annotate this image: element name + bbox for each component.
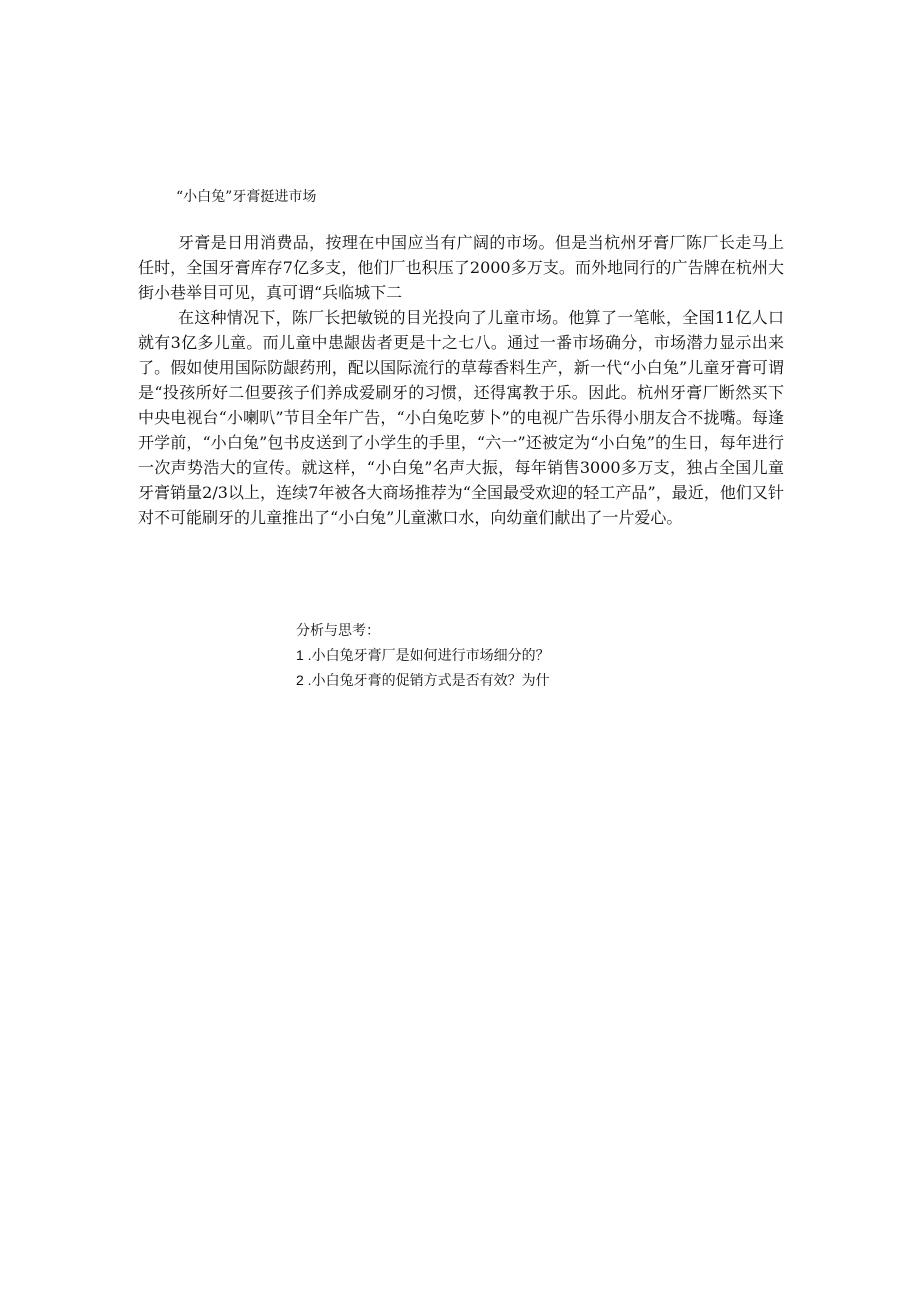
article-title: “小白兔”牙膏挺进市场 bbox=[176, 189, 317, 205]
analysis-section bbox=[296, 618, 646, 693]
question-item: 2 .小白兔牙膏的促销方式是否有效？为什 bbox=[296, 672, 550, 688]
article-body bbox=[138, 230, 784, 530]
article-paragraph: 在这种情况下，陈厂长把敏锐的目光投向了儿童市场。他算了一笔帐，全国11亿人口就有3亿多儿童。而儿童中患龈齿者更是十之七八。通过一番市场确分，市场潜力显示出来了。假如使用国际防龈药刑，配以国际流行的草莓香料生产，新一代“小白兔”儿童牙膏可谓是“投孩所好二但要孩子们养成爱刷牙的习惯，还得寓教于乐。因此。杭州牙膏厂断然买下中央电视台“小喇叭”节目全年广告，“小白兔吃萝卜”的电视广告乐得小朋友合不拢嘴。每逢开学前，“小白兔”包书皮送到了小学生的手里，“六一”还被定为“小白兔”的生日，每年进行一次声势浩大的宣传。就这样，“小白兔”名声大振，每年销售3000多万支，独占全国儿童牙膏销量2/3以上，连续7年被各大商场推荐为“全国最受欢迎的轻工产品”，最近，他们又针对不可能刷牙的儿童推出了“小白兔”儿童漱口水，向幼童们献出了一片爱心。 bbox=[138, 308, 784, 527]
article-paragraph: 牙膏是日用消费品，按理在中国应当有广阔的市场。但是当杭州牙膏厂陈厂长走马上任时，全国牙膏库存7亿多支，他们厂也积压了2000多万支。而外地同行的广告牌在杭州大街小巷举目可见，真可谓“兵临城下二 bbox=[138, 233, 784, 302]
question-item: 1 .小白兔牙膏厂是如何进行市场细分的？ bbox=[296, 647, 550, 663]
analysis-heading: 分析与思考： bbox=[296, 622, 380, 638]
